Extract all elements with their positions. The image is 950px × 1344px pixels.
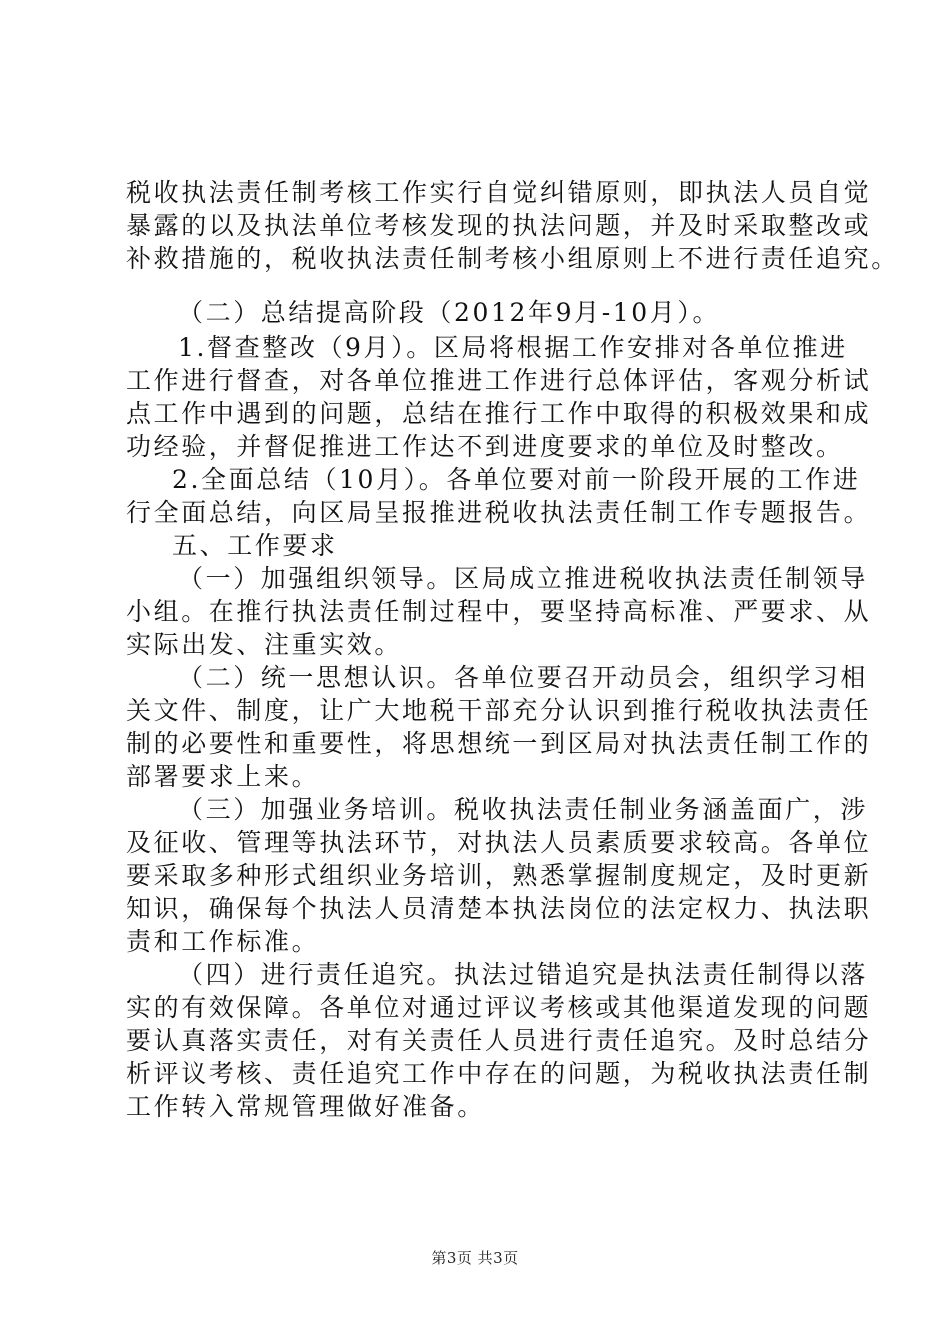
text-line: 析评议考核、责任追究工作中存在的问题，为税收执法责任制 bbox=[126, 1059, 872, 1088]
text-line: 关文件、制度，让广大地税干部充分认识到推行税收执法责任 bbox=[126, 696, 872, 725]
text-line: 工作进行督查，对各单位推进工作进行总体评估，客观分析试 bbox=[126, 366, 872, 395]
text-line: 实际出发、注重实效。 bbox=[126, 630, 403, 659]
text-line: 要采取多种形式组织业务培训，熟悉掌握制度规定，及时更新 bbox=[126, 861, 872, 890]
text-line: 部署要求上来。 bbox=[126, 762, 320, 791]
text-line: 及征收、管理等执法环节，对执法人员素质要求较高。各单位 bbox=[126, 828, 872, 857]
text-line: 补救措施的，税收执法责任制考核小组原则上不进行责任追究。 bbox=[126, 244, 899, 273]
text-line: 要认真落实责任，对有关责任人员进行责任追究。及时总结分 bbox=[126, 1026, 872, 1055]
text-line: 功经验，并督促推进工作达不到进度要求的单位及时整改。 bbox=[126, 432, 844, 461]
text-line: 1.督查整改（9月）。区局将根据工作安排对各单位推进 bbox=[178, 333, 848, 362]
section-heading: 五、工作要求 bbox=[172, 531, 338, 560]
text-line: （二）统一思想认识。各单位要召开动员会，组织学习相 bbox=[178, 663, 869, 692]
text-line: 税收执法责任制考核工作实行自觉纠错原则，即执法人员自觉 bbox=[126, 178, 872, 207]
text-line: （三）加强业务培训。税收执法责任制业务涵盖面广，涉 bbox=[178, 795, 869, 824]
text-line: 知识，确保每个执法人员清楚本执法岗位的法定权力、执法职 bbox=[126, 894, 872, 923]
text-line: 点工作中遇到的问题，总结在推行工作中取得的积极效果和成 bbox=[126, 399, 872, 428]
text-line: 小组。在推行执法责任制过程中，要坚持高标准、严要求、从 bbox=[126, 597, 872, 626]
text-line: 工作转入常规管理做好准备。 bbox=[126, 1092, 485, 1121]
page-number-footer: 第3页 共3页 bbox=[431, 1249, 519, 1267]
text-line: 责和工作标准。 bbox=[126, 927, 320, 956]
section-heading: （二）总结提高阶段（2012年9月-10月）。 bbox=[178, 298, 721, 327]
text-line: 行全面总结，向区局呈报推进税收执法责任制工作专题报告。 bbox=[126, 498, 872, 527]
text-line: （一）加强组织领导。区局成立推进税收执法责任制领导 bbox=[178, 564, 869, 593]
text-line: 2.全面总结（10月）。各单位要对前一阶段开展的工作进 bbox=[172, 465, 861, 494]
text-line: 暴露的以及执法单位考核发现的执法问题，并及时采取整改或 bbox=[126, 211, 872, 240]
text-line: （四）进行责任追究。执法过错追究是执法责任制得以落 bbox=[178, 960, 869, 989]
text-line: 实的有效保障。各单位对通过评议考核或其他渠道发现的问题 bbox=[126, 993, 872, 1022]
text-line: 制的必要性和重要性，将思想统一到区局对执法责任制工作的 bbox=[126, 729, 872, 758]
